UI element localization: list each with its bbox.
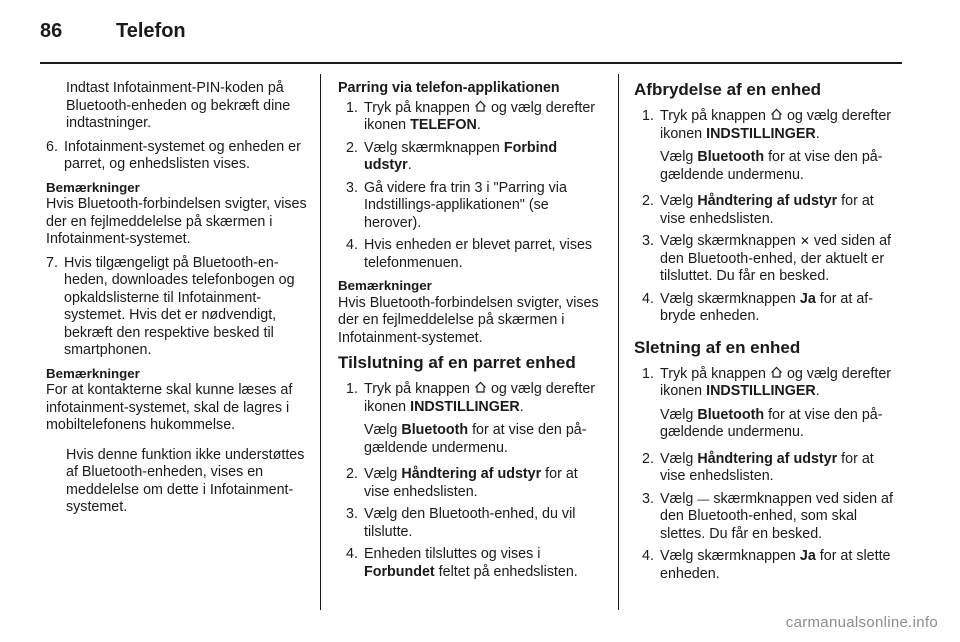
bold-term: Håndtering af udstyr [697, 193, 838, 209]
numbered-list [642, 366, 902, 584]
list-text-content: Hvis enheden er blevet parret, vises telefonmenuen. [364, 237, 593, 271]
numbered-list [642, 108, 902, 326]
note-text: Hvis Bluetooth-forbindelsen svigter, vises der en fejlmeddelelse på skærmen i Infotainment-systemet. [46, 196, 307, 247]
list-item [642, 291, 902, 326]
text-fragment: . [476, 117, 481, 133]
section-heading: Parring via telefon-applikationen [338, 80, 560, 96]
sub-step [660, 407, 902, 442]
text-fragment: Vælg skærmknappen [660, 548, 796, 564]
text-fragment: . [519, 398, 524, 415]
list-text [660, 366, 902, 446]
sub-step [660, 149, 902, 184]
list-number: 2. [346, 139, 358, 156]
list-number: 6. [46, 138, 58, 155]
text-fragment: Tryk på knappen [364, 381, 470, 397]
watermark: carmanualsonline.info [785, 614, 938, 631]
bold-term: Bluetooth [401, 422, 469, 438]
list-text [364, 180, 604, 233]
text-fragment: for at vise enhedslisten. [660, 193, 874, 227]
column-1 [46, 80, 312, 517]
text-fragment: Vælg skærmknappen [660, 233, 796, 249]
bold-term: TELEFON [410, 117, 477, 133]
list-item [346, 506, 604, 541]
list-text [660, 548, 902, 583]
column-2 [338, 80, 604, 586]
list-text-content: Gå videre fra trin 3 i "Parring via Indstillings-applikationen" (se herover). [364, 179, 567, 231]
bold-term: Bluetooth [697, 149, 765, 165]
text-fragment: Vælg [364, 466, 398, 482]
page-number: 86 [40, 20, 63, 42]
note-title: Bemærkninger [338, 278, 432, 293]
list-item [642, 366, 902, 446]
text-fragment: Vælg [660, 450, 694, 467]
list-item [346, 466, 604, 501]
sub-step [364, 422, 604, 457]
list-number: 4. [642, 548, 654, 564]
list-number: 7. [46, 254, 58, 271]
list-text [660, 193, 902, 228]
list-text [660, 233, 902, 286]
outro-text: Hvis denne funktion ikke understøttes af Bluetooth-enheden, vises en meddelelse om dette i Infotainment-systemet. [66, 446, 305, 515]
text-fragment: Vælg skærmknappen [660, 290, 796, 307]
list-text [660, 491, 902, 544]
text-fragment: for at vise den pågældende undermenu. [364, 422, 587, 456]
list-item [642, 451, 902, 486]
text-fragment: . [407, 157, 412, 173]
list-item [46, 139, 312, 174]
bold-term: INDSTILLINGER [706, 383, 816, 399]
bold-term: Ja [799, 290, 816, 307]
text-fragment: for at vise enhedslisten. [660, 450, 874, 484]
text-fragment: Enheden tilsluttes og vises i [364, 546, 541, 562]
numbered-list [346, 381, 604, 581]
numbered-list [346, 100, 604, 273]
bold-term: Håndtering af udstyr [401, 466, 542, 482]
home-icon [474, 100, 487, 118]
list-text [364, 140, 604, 175]
section-heading: Afbrydelse af en enhed [634, 80, 822, 99]
list-text [660, 108, 902, 188]
text-fragment: feltet på enhedslisten. [438, 563, 578, 580]
text-fragment: skærmknappen ved siden af den Bluetooth-enhed, som skal slettes. Du får en besked. [660, 490, 893, 542]
text-fragment: og vælg derefter ikonen [660, 365, 892, 399]
bold-term: Håndtering af udstyr [697, 450, 838, 467]
bold-term: INDSTILLINGER [706, 125, 816, 142]
list-text [660, 451, 902, 486]
text-fragment: for at afbryde enheden. [660, 290, 874, 324]
list-number: 4. [642, 290, 654, 307]
list-text [660, 291, 902, 326]
button-icon: ✕ [799, 234, 810, 248]
list-number: 4. [346, 237, 358, 253]
section-heading: Sletning af en enhed [634, 337, 801, 357]
list-text: Hvis tilgængeligt på Bluetooth-enheden, downloades telefonbogen og opkaldslisterne til Infotainment-systemet. Hvis det er nødvendigt, bekræft den respektive besked til smartphonen. [64, 254, 295, 358]
text-fragment: Vælg [660, 406, 694, 423]
text-fragment: for at vise enhedslisten. [364, 466, 578, 500]
column-3 [634, 80, 902, 588]
list-item [346, 381, 604, 461]
list-item [346, 237, 604, 272]
list-item [346, 180, 604, 233]
list-text [364, 466, 604, 501]
list-number: 2. [346, 466, 358, 482]
list-number: 4. [346, 546, 358, 562]
list-number: 2. [642, 450, 654, 467]
text-fragment: . [815, 383, 820, 399]
list-number: 3. [346, 506, 358, 522]
list-item [346, 140, 604, 175]
column-divider [618, 74, 619, 610]
text-fragment: for at slette enheden. [660, 548, 891, 582]
text-fragment: Tryk på knappen [660, 365, 766, 382]
list-text [364, 100, 604, 135]
note-text: Hvis Bluetooth-forbindelsen svigter, vises der en fejlmeddelelse på skærmen i Infotainment-systemet. [338, 294, 599, 346]
note-title: Bemærkninger [46, 179, 140, 195]
section-heading: Tilslutning af en parret enhed [338, 353, 576, 372]
text-fragment: . [815, 125, 820, 142]
text-fragment: for at vise den pågældende undermenu. [660, 406, 883, 440]
bold-term: Forbind udstyr [364, 139, 558, 173]
text-fragment: ved siden af den Bluetooth-enhed, der aktuelt er tilsluttet. Du får en besked. [660, 233, 892, 284]
list-number: 1. [346, 99, 358, 116]
list-item [346, 100, 604, 135]
text-fragment: Vælg skærmknappen [364, 139, 500, 156]
text-fragment: og vælg derefter ikonen [364, 381, 596, 415]
text-fragment: Vælg [660, 490, 694, 507]
list-item [46, 255, 312, 360]
text-fragment: Tryk på knappen [660, 108, 766, 124]
list-number: 1. [346, 381, 358, 397]
home-icon [770, 366, 783, 384]
button-icon: — [697, 491, 710, 506]
text-fragment: Tryk på knappen [364, 99, 470, 116]
list-item [642, 193, 902, 228]
column-divider [320, 74, 321, 610]
intro-text: Indtast Infotainment-PIN-koden på Bluetooth-enheden og bekræft dine indtastninger. [66, 80, 291, 131]
list-number: 1. [642, 108, 654, 124]
text-fragment: Vælg [660, 193, 694, 209]
list-text [364, 506, 604, 541]
list-number: 3. [346, 179, 358, 196]
text-fragment: og vælg derefter ikonen [660, 108, 892, 142]
list-number: 2. [642, 193, 654, 209]
list-item [642, 491, 902, 544]
list-item [642, 108, 902, 188]
text-fragment: og vælg derefter ikonen [364, 99, 596, 133]
note-title: Bemærkninger [46, 365, 140, 381]
text-fragment: for at vise den pågældende undermenu. [660, 149, 883, 183]
list-text [364, 381, 604, 461]
list-item [642, 233, 902, 286]
note-text: For at kontakterne skal kunne læses af infotainment-systemet, skal de lagres i mobiltelefonens hukommelse. [46, 382, 293, 433]
text-fragment: Vælg [364, 422, 398, 438]
list-text: Infotainment-systemet og enheden er parret, og enhedslisten vises. [64, 138, 301, 172]
list-text [364, 237, 604, 272]
list-number: 3. [642, 490, 654, 507]
home-icon [474, 381, 487, 399]
list-number: 1. [642, 365, 654, 382]
bold-term: Bluetooth [697, 406, 765, 423]
header-rule [40, 62, 902, 64]
list-number: 3. [642, 233, 654, 249]
bold-term: Ja [799, 548, 816, 564]
home-icon [770, 108, 783, 126]
text-fragment: Vælg [660, 149, 694, 165]
list-item [642, 548, 902, 583]
page-title: Telefon [116, 20, 186, 42]
list-text [364, 546, 604, 581]
list-text-content: Vælg den Bluetooth-enhed, du vil tilslutte. [364, 506, 576, 540]
bold-term: Forbundet [364, 563, 435, 580]
bold-term: INDSTILLINGER [410, 398, 520, 415]
list-item [346, 546, 604, 581]
